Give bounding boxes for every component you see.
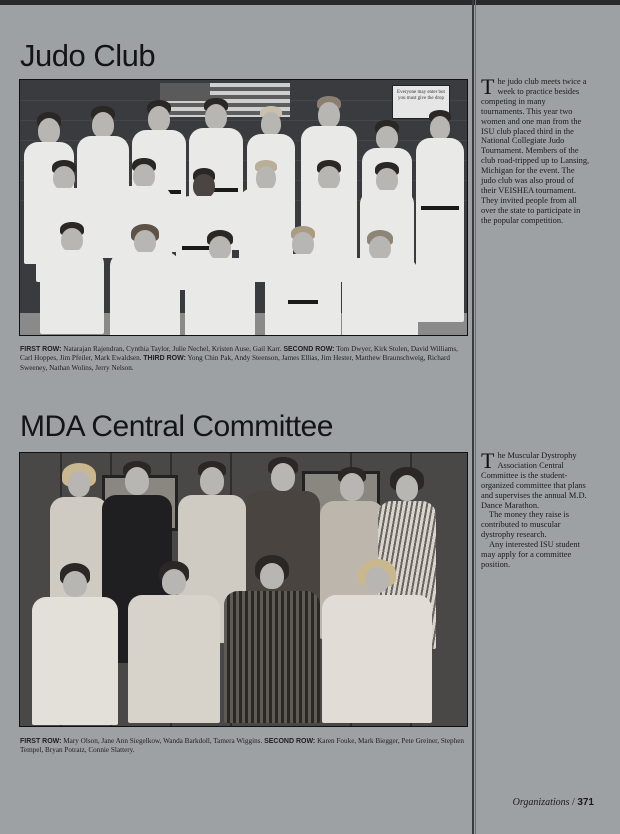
column-divider [472, 0, 474, 834]
mda-committee-photo [19, 452, 468, 727]
page-number: 371 [577, 797, 594, 808]
drop-cap: T [481, 448, 495, 473]
column-divider-inner [475, 0, 476, 834]
mda-story-text: The Muscular Dystrophy Association Central Committee is the student-organized committee that plans and supervises the annual M.D. Dance Marathon. The money they raise is contributed to muscular dystrophy research. Any interested ISU student may apply for a committee position. [481, 448, 587, 569]
mda-committee-title: MDA Central Committee [20, 410, 333, 443]
judo-club-photo [19, 79, 468, 336]
judo-photo-caption: FIRST ROW: Natarajan Rajendran, Cynthia Taylor, Julie Nechel, Kristen Ause, Gail Karr. SECOND ROW: Tom Dwyer, Kirk Stolen, David Williams, Carl Hoppes, Jim Pfeiler, Mark Ewaldsen. THIRD ROW: Yong Chin Pak, Andy Steenson, James Ellias, Jim Hester, Matthew Braunschweig, Richard Sweeney, Nathan Wolins, Jerry Nelson. [20, 345, 458, 372]
judo-story-text: The judo club meets twice a week to practice besides competing in many tournaments. This year two women and one man from the ISU club placed third in the National Collegiate Judo Tournament. Members of the club road-tripped up to Lansing, Michigan for the event. The judo club was also proud of their VEISHEA tournament. They invited people from all over the state to participate in the popular competition. [481, 74, 590, 225]
page-footer: Organizations / 371 [512, 797, 594, 808]
wall-sign: Everyone may enter but you must give the drop [392, 85, 450, 119]
drop-cap: T [481, 74, 495, 99]
top-edge [0, 0, 620, 5]
mda-photo-caption: FIRST ROW: Mary Olson, Jane Ann Siegelkow, Wanda Barkdoll, Tamera Wiggins. SECOND ROW: Karen Fouke, Mark Biegger, Pete Greiner, Stephen Tempel, Bryan Potratz, Connie Slattery. [20, 737, 464, 755]
judo-club-title: Judo Club [20, 38, 156, 73]
section-name: Organizations [512, 797, 570, 808]
